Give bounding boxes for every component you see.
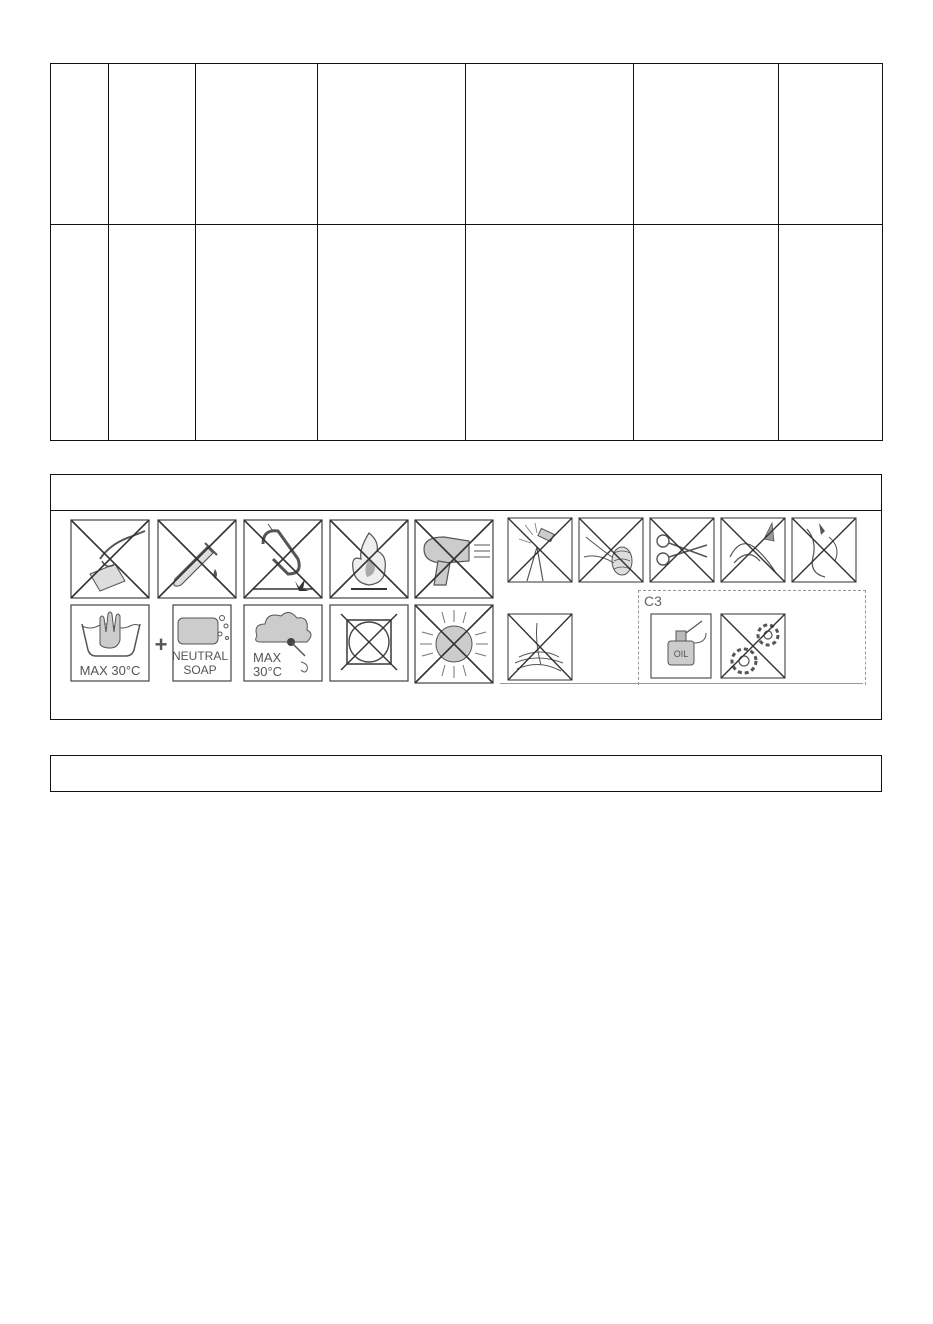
divider-line [500, 683, 863, 684]
dry-max-label: MAX [253, 650, 282, 665]
section-header-bar [50, 755, 882, 792]
table-cell [196, 225, 318, 441]
table-cell [51, 225, 109, 441]
no-abrasive-rub-icon [70, 519, 150, 599]
soap-label-1: NEUTRAL [171, 649, 229, 663]
dry-temp-label: 30°C [253, 664, 283, 679]
specification-table [50, 63, 883, 441]
table-cell [466, 225, 634, 441]
panel-body [51, 511, 881, 719]
table-cell [318, 64, 466, 225]
no-sunlight-icon [414, 604, 494, 684]
table-cell [779, 225, 883, 441]
table-row [51, 225, 883, 441]
wash-temp-label: MAX 30°C [79, 663, 141, 678]
plus-sign: + [154, 632, 168, 657]
table-cell [109, 225, 196, 441]
table-cell [51, 64, 109, 225]
no-cutting-icon [649, 517, 715, 583]
table-cell [196, 64, 318, 225]
table-cell [109, 64, 196, 225]
no-tumble-dry-icon [329, 604, 409, 682]
no-chemicals-icon [157, 519, 237, 599]
panel-header [51, 475, 881, 511]
no-knot-icon [578, 517, 644, 583]
oil-label: OIL [673, 649, 689, 659]
no-drop-icon [243, 519, 323, 599]
table-cell [779, 64, 883, 225]
table-cell [634, 64, 779, 225]
soap-label-2: SOAP [183, 663, 217, 677]
no-sharp-tool-icon [720, 517, 786, 583]
no-sharp-edges-icon [507, 517, 573, 583]
c3-label: C3 [644, 593, 662, 609]
table-cell [318, 225, 466, 441]
table-cell [466, 64, 634, 225]
neutral-soap-icon [172, 605, 231, 681]
no-hairdryer-icon [414, 519, 494, 599]
care-instructions-panel [50, 474, 882, 720]
oil-icon [650, 613, 712, 679]
air-dry-icon [243, 604, 323, 682]
table-cell [634, 225, 779, 441]
no-fire-icon [329, 519, 409, 599]
table-row [51, 64, 883, 225]
no-tangled-rope-icon [507, 613, 573, 681]
no-gear-icon [720, 613, 786, 679]
hand-wash-icon [70, 604, 232, 682]
no-animal-bite-icon [791, 517, 857, 583]
